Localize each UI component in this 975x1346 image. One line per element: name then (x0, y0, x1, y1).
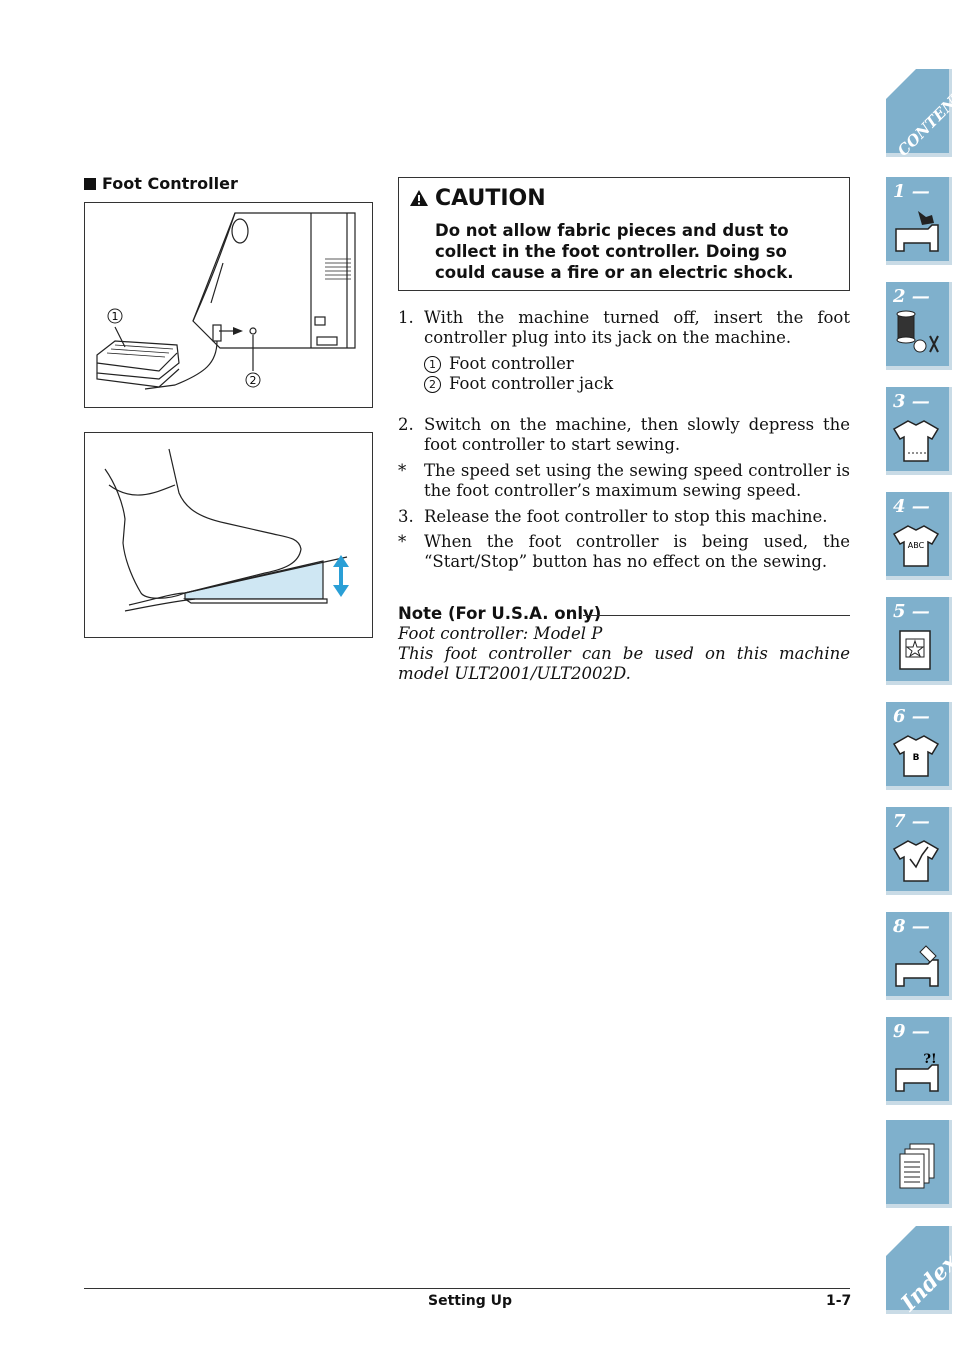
note-asterisk-2: * When the foot controller is being used, the “Start/Stop” button has no effect on the sewing. (398, 532, 850, 571)
foot-pedal-illustration (85, 433, 372, 637)
tab-chapter-5[interactable]: 5 — (886, 597, 952, 685)
tab-chapter-9[interactable]: 9 — ?! (886, 1017, 952, 1105)
warning-triangle-icon (409, 189, 429, 207)
svg-text:B: B (912, 753, 920, 763)
up-down-arrow-icon (333, 555, 349, 597)
circle-number-icon: 1 (424, 356, 441, 373)
section-title: Foot Controller (84, 174, 238, 193)
foot-controller-connection-figure (84, 202, 373, 408)
thread-spool-icon (892, 308, 942, 360)
tab-chapter-4[interactable]: 4 — ABC (886, 492, 952, 580)
tab-chapter-2[interactable]: 2 — (886, 282, 952, 370)
note-asterisk-1: * The speed set using the sewing speed controller is the foot controller’s maximum sewing speed. (398, 461, 850, 500)
caution-text: Do not allow fabric pieces and dust to collect in the foot controller. Doing so could cause a fire or an electric shock. (435, 221, 794, 282)
step-3: 3. Release the foot controller to stop this machine. (398, 507, 828, 526)
tab-chapter-7[interactable]: 7 — (886, 807, 952, 895)
step-1: 1. With the machine turned off, insert the foot controller plug into its jack on the machine. (398, 308, 850, 347)
foot-pressing-pedal-figure (84, 432, 373, 638)
tshirt-icon (892, 413, 942, 465)
note-rule (583, 615, 850, 616)
footer-rule (84, 1288, 850, 1289)
svg-text:?!: ?! (923, 1052, 937, 1067)
tab-chapter-6[interactable]: 6 — B (886, 702, 952, 790)
tab-chapter-3[interactable]: 3 — (886, 387, 952, 475)
tab-contents[interactable] (886, 69, 975, 160)
square-bullet-icon (84, 178, 96, 190)
page-number: 1-7 (826, 1293, 852, 1309)
document-pages-icon (892, 1138, 942, 1190)
caution-heading: CAUTION (409, 186, 546, 211)
tab-chapter-8[interactable]: 8 — (886, 912, 952, 1000)
tshirt-b-icon (892, 728, 942, 780)
callout-2-label: 2 (249, 374, 257, 387)
tab-index-label: Index (896, 1249, 964, 1317)
circle-number-icon: 2 (424, 376, 441, 393)
callout-1-label: 1 (111, 310, 119, 323)
caution-box (398, 177, 850, 291)
tab-appendix[interactable] (886, 1120, 952, 1208)
machine-pedal-illustration (85, 203, 372, 407)
svg-text:ABC: ABC (907, 541, 925, 550)
note-line-2: This foot controller can be used on this machine model ULT2001/ULT2002D. (398, 644, 850, 683)
tab-index[interactable] (886, 1226, 964, 1317)
note-line-1: Foot controller: Model P (398, 624, 603, 643)
tab-contents-label: CONTENTS (894, 78, 975, 160)
tshirt-design-icon (892, 833, 942, 885)
troubleshooting-icon (892, 1043, 942, 1095)
maintenance-icon (892, 938, 942, 990)
tab-chapter-1[interactable]: 1 — (886, 177, 952, 265)
part-1: 1 Foot controller (424, 354, 574, 374)
part-2: 2 Foot controller jack (424, 374, 613, 394)
sewing-machine-icon (892, 203, 942, 255)
tshirt-abc-icon (892, 518, 942, 570)
embroidery-frame-icon (892, 623, 942, 675)
step-2: 2. Switch on the machine, then slowly depress the foot controller to start sewing. (398, 415, 850, 454)
note-heading: Note (For U.S.A. only) (398, 604, 850, 623)
footer-section: Setting Up (428, 1293, 513, 1309)
